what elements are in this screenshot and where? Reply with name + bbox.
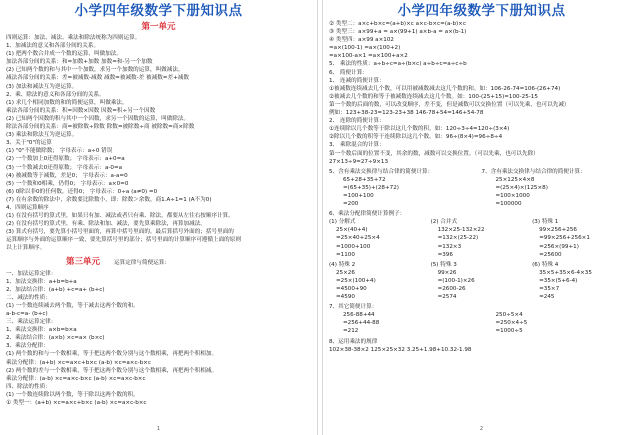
text-line: 6、 简便计算： bbox=[329, 69, 368, 76]
text-line: 132×25-132×22 bbox=[437, 227, 485, 234]
text-line: =396 bbox=[437, 251, 453, 258]
example-column bbox=[532, 261, 634, 301]
text-line: 1、加法交换律：a+b=b+a bbox=[6, 278, 77, 285]
text-line: (3) 加法和减法互为逆运算。 bbox=[6, 83, 78, 90]
text-line: 65+28+35+72 bbox=[343, 176, 386, 183]
example-column bbox=[532, 218, 634, 258]
text-line: a-b-c=a- (b+c) bbox=[6, 311, 48, 317]
addition-laws-title: 5、含有乘法交换律与结合律的简便计算： bbox=[329, 168, 434, 175]
example-column bbox=[431, 218, 533, 258]
extra-line: 102×38-38×2 125×25×32 3.25+1.98+10.32-1.98 bbox=[329, 346, 472, 353]
text-line: 25×26 bbox=[336, 269, 355, 276]
text-line: (1) 一个数连续除以两个数，等于除以这两个数的积。 bbox=[6, 391, 139, 398]
multiplication-laws-example bbox=[482, 168, 635, 208]
text-line: =25600 bbox=[539, 251, 562, 258]
text-line: 1、加减法的意义和各部分间的关系。 bbox=[6, 43, 100, 50]
text-line: 乘法分配律：(a+b) ×c=a×c+b×c (a-b) ×c=a×c-b×c bbox=[6, 359, 151, 366]
text-line: =99×256+256×1 bbox=[539, 235, 590, 242]
text-line: =1100 bbox=[336, 251, 355, 258]
text-line: (2) 两个数的差与一个数相乘，等于把这两个数分别与这个数相乘，再把两个积相减。 bbox=[6, 367, 218, 374]
text-line: (1) 求几个相同加数的和的简便运算，叫做乘法。 bbox=[6, 99, 128, 106]
text-line: 25×125×4×8 bbox=[495, 176, 535, 183]
text-line: (5) 一个数和0相乘，仍得0； 字母表示：a×0=0 bbox=[6, 180, 129, 187]
text-line: (1) 把两个数合并成一个数的运算，叫做加法。 bbox=[6, 51, 122, 58]
text-line: (2) 已知两个数的和与其中一个加数，求另一个加数的运算，叫做减法。 bbox=[6, 67, 184, 74]
text-line: =25×(100+4) bbox=[336, 277, 376, 284]
text-line: ① 类型一：(a+b) ×c=a×c+b×c (a-b) ×c=a×c-b×c bbox=[6, 400, 147, 407]
unit1-body bbox=[6, 34, 311, 253]
text-line: =35×7 bbox=[539, 286, 560, 292]
text-line: ②被减去几个数的和等于被减数连续减去这几个数。如：100-(25+15)=100-25-15 bbox=[329, 93, 538, 100]
text-line: 3、乘法分配律： bbox=[6, 343, 49, 350]
example-column bbox=[329, 261, 431, 301]
page-number-left: 1 bbox=[156, 426, 161, 432]
unit1-heading: 第一单元 bbox=[141, 22, 176, 32]
text-line: (3) 算式有括号，要先算小括号里面的，再算中括号里面的，最后算括号外面的；括号里面的 bbox=[6, 229, 234, 236]
text-line: 三、乘法运算定律： bbox=[6, 319, 57, 326]
text-line: 四、除法的性质： bbox=[6, 383, 51, 390]
text-line: ②除以几个数的积等于连续除以这几个数。如：96÷(8×4)=96÷8÷4 bbox=[329, 134, 503, 141]
text-line: ③ 类型三：a×99+a = a×(99+1) a×b-a = a×(b-1) bbox=[329, 29, 467, 36]
text-line: 加法各部分间的关系：和=加数+加数 加数=和-另一个加数 bbox=[6, 59, 153, 66]
text-line: =1000+100 bbox=[336, 243, 371, 250]
page-title-left: 小学四年级数学下册知识点 bbox=[74, 3, 243, 19]
text-line: 256-88+44 bbox=[343, 312, 375, 319]
text-line: 四则运算：加法、减法、乘法和除法统称为四则运算。 bbox=[6, 35, 141, 41]
extra-title: 8、运用乘法的规律 bbox=[329, 338, 378, 345]
text-line: =100+100 bbox=[343, 192, 374, 199]
text-line: 乘法各部分间的关系：积=因数×因数 因数=积÷另一个因数 bbox=[6, 107, 156, 114]
addition-laws-example bbox=[329, 168, 482, 208]
commutative-examples bbox=[329, 168, 634, 208]
distributive-title: 6、乘法分配律简便计算例子： bbox=[329, 211, 406, 218]
text-line: 2、加法结合律：(a+b) +c=a+ (b+c) bbox=[6, 286, 105, 293]
right-top-body bbox=[329, 20, 634, 166]
text-line: (6) 特殊 4 bbox=[532, 261, 559, 268]
text-line: 3、 乘除混合的计算： bbox=[329, 142, 385, 149]
text-line: (1) 两个数的和与一个数相乘，等于把这两个数分别与这个数相乘，再把两个积相加。 bbox=[6, 351, 218, 358]
text-line: 99×256+256 bbox=[539, 227, 577, 234]
special-examples bbox=[329, 261, 634, 301]
text-line: 25×(40+4) bbox=[336, 227, 368, 234]
text-line: (2) 一个数加上0还得原数； 字母表示：a+0=a bbox=[6, 156, 125, 163]
text-line: ①连续除以几个数等于除以这几个数的积。如：120÷3÷4=120÷(3×4) bbox=[329, 126, 510, 133]
text-line: =212 bbox=[343, 328, 359, 335]
text-line: =(25×4)×(125×8) bbox=[495, 184, 548, 191]
text-line: 250÷5×4 bbox=[495, 312, 523, 319]
text-line: =100000 bbox=[495, 201, 522, 208]
text-line: (6) 0除以非0的任何数，还得0； 字母表示：0÷a (a≠0) =0 bbox=[6, 188, 158, 195]
text-line: 例如：123+38-23=123-23+38 146-78+54=146+54-78 bbox=[329, 110, 484, 117]
other-examples bbox=[329, 311, 634, 335]
text-line: =4500+90 bbox=[336, 286, 367, 292]
distributive-examples bbox=[329, 218, 634, 258]
text-line: ② 类型二：a×c+b×c=(a+b)×c a×c-b×c=(a-b)×c bbox=[329, 21, 466, 27]
text-line: 以上计算顺序。 bbox=[6, 245, 46, 252]
text-line: 2、 连除的简便计算： bbox=[329, 118, 385, 125]
text-line: (1) 在没有括号的算式里，如果只有加、减法或者只有乘、除法，都要从左往右按顺序计算。 bbox=[6, 213, 234, 220]
text-line: 35×5+35×6-4×35 bbox=[539, 269, 592, 276]
text-line: 5、 乘法的性质：a÷b÷c=a÷(b×c) a÷b÷c=a÷c÷b bbox=[329, 61, 467, 68]
text-line: =100×1000 bbox=[495, 192, 530, 199]
example-column bbox=[329, 218, 431, 258]
text-line: =25×40+25×4 bbox=[336, 235, 380, 242]
text-line: =a×(100-1) =a×(100+2) bbox=[329, 45, 401, 52]
text-line: 2、乘法结合律：(a×b) ×c=a× (b×c) bbox=[6, 335, 105, 342]
text-line: =1000÷5 bbox=[495, 328, 523, 335]
text-line: 1、乘法交换律：a×b=b×a bbox=[6, 327, 77, 334]
text-line: (7) 在有余数的除法中，余数要比除数小，即：除数＞余数，商1.A÷1=1 (A不为0) bbox=[6, 196, 212, 203]
text-line: =200 bbox=[343, 201, 359, 208]
text-line: =2574 bbox=[437, 294, 457, 301]
text-line: 乘法分配律：(a-b) ×c=a×c-b×c (a-b) ×c=a×c-b×c bbox=[6, 375, 146, 382]
text-line: =250×4÷5 bbox=[495, 320, 528, 327]
text-line: =245 bbox=[539, 294, 555, 301]
text-line: (3) 乘法和除法互为逆运算。 bbox=[6, 132, 78, 139]
text-line: (3) 特殊 1 bbox=[532, 219, 559, 226]
text-line: (2) 已知两个因数的积与其中一个因数，求另一个因数的运算，叫做除法。 bbox=[6, 115, 190, 122]
text-line: 第一个数后面的位置不变，其余的数，减数可以交换位置。（可以先乘，也可以先除） bbox=[329, 150, 539, 157]
text-line: =132×(25-22) bbox=[437, 235, 479, 242]
unit3-header bbox=[6, 256, 311, 268]
text-line: =(65+35)+(28+72) bbox=[343, 184, 399, 191]
page-number-right: 2 bbox=[479, 426, 484, 432]
text-line: (4) 特殊 2 bbox=[329, 261, 356, 268]
unit3-subtitle: 运算定律与简便运算： bbox=[114, 259, 170, 266]
text-line: (2) 合并式 bbox=[430, 219, 458, 226]
text-line: 99×26 bbox=[437, 269, 457, 276]
other-title: 7、其它简便计算： bbox=[329, 304, 378, 311]
text-line: (3) 一个数减去0还得原数； 字母表示：a-0=a bbox=[6, 164, 123, 171]
text-line: 3、关于"0"的运算 bbox=[6, 140, 52, 147]
text-line: 减法各部分间的关系：差=被减数-减数 减数=被减数-差 被减数=差+减数 bbox=[6, 75, 189, 82]
page-right bbox=[322, 0, 640, 435]
text-line: (4) 被减数等于减数，差是0； 字母表示：a-a=0 bbox=[6, 172, 128, 179]
example-column bbox=[431, 261, 533, 301]
text-line: ①被减数连续减去几个数，可以用被减数减去这几个数的和。如：106-26-74=106-(26+74) bbox=[329, 85, 561, 92]
multiplication-laws-title: 7、含有乘法交换律与结合律的简便计算： bbox=[481, 168, 586, 175]
text-line: 27×13÷9=27÷9×13 bbox=[329, 158, 389, 165]
text-line: =132×3 bbox=[437, 243, 462, 250]
text-line: 1、 连减的简便计算： bbox=[329, 77, 385, 84]
text-line: (2) 在没有括号的算式里，有乘、除法和加、减法，要先算乘除法，再算加减法。 bbox=[6, 221, 206, 228]
text-line: (1) 分解式 bbox=[329, 219, 356, 226]
page-title-right: 小学四年级数学下册知识点 bbox=[397, 3, 566, 19]
text-line: =256+44-88 bbox=[343, 320, 380, 327]
text-line: =256×(99+1) bbox=[539, 243, 579, 250]
text-line: ④ 类型四：a×99 a×102 bbox=[329, 37, 394, 44]
text-line: 一、加法运算定律： bbox=[6, 270, 57, 277]
text-line: 2、乘、除法的意义和各部分间的关系。 bbox=[6, 91, 105, 98]
text-line: =a×100-a×1 =a×100+a×2 bbox=[329, 53, 408, 60]
text-line: 二、减法的性质： bbox=[6, 294, 51, 301]
text-line: (5) 特殊 3 bbox=[430, 261, 457, 268]
text-line: =4590 bbox=[336, 294, 355, 301]
unit3-body bbox=[6, 270, 311, 408]
text-line: (1) "0"不能做除数； 字母表示：a÷0 错误 bbox=[6, 148, 113, 155]
text-line: 运算顺序与外面的运算顺序一致，要先算括号里的部分；括号里面的计算顺序可遵循上面的原则 bbox=[6, 237, 241, 244]
text-line: 除法各部分间的关系：商=被除数÷除数 除数=被除数÷商 被除数=商×除数 bbox=[6, 124, 195, 131]
text-line: =2600-26 bbox=[437, 286, 466, 292]
page-left bbox=[0, 0, 318, 435]
text-line: 第一个数的后面的数，可以改变顺序，差不变，但是减数可以交换位置（可以先乘，也可以先减） bbox=[329, 101, 570, 108]
text-line: 4、四则运算顺序 bbox=[6, 204, 49, 211]
text-line: (1) 一个数连续减去两个数，等于减去这两个数的和。 bbox=[6, 302, 139, 309]
text-line: =(100-1)×26 bbox=[437, 277, 475, 284]
unit3-heading: 第三单元 bbox=[66, 256, 101, 267]
text-line: =35×(5+6-4) bbox=[539, 277, 578, 284]
